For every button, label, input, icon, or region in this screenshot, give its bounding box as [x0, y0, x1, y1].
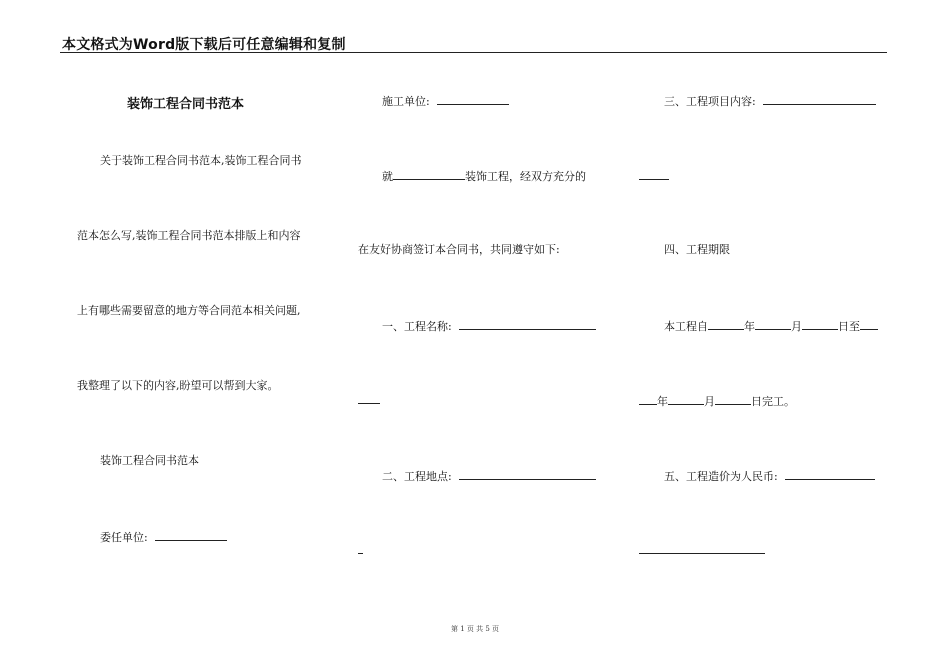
- item1-continuation-blank: [358, 403, 380, 404]
- item5-label: 五、工程造价为人民币:: [664, 470, 778, 483]
- item1-blank: [459, 318, 596, 330]
- contractor-label: 施工单位:: [382, 95, 430, 108]
- item2-continuation-blank: [358, 553, 363, 554]
- header-divider: [60, 52, 887, 53]
- end-day-blank: [715, 393, 751, 405]
- contractor-blank: [437, 93, 509, 105]
- item2-field: [382, 468, 596, 484]
- start-day-blank: [802, 318, 838, 330]
- intro-line-2: 范本怎么写,装饰工程合同书范本排版上和内容: [77, 229, 301, 242]
- intro-line-4: 我整理了以下的内容,盼望可以帮到大家。: [77, 379, 279, 392]
- item1-label: 一、工程名称:: [382, 320, 452, 333]
- item3-blank: [763, 93, 876, 105]
- completion-label: 日完工。: [751, 395, 795, 408]
- period-end-line: [639, 393, 795, 409]
- contractor-field: [382, 93, 509, 109]
- end-month-blank: [668, 393, 704, 405]
- client-label: 委任单位:: [100, 531, 148, 544]
- agreement-line: 在友好协商签订本合同书，共同遵守如下:: [358, 243, 560, 256]
- item5-field: [664, 468, 875, 484]
- item4-heading: 四、工程期限: [664, 243, 730, 256]
- month-label: 月: [791, 320, 802, 333]
- end-month-label: 月: [704, 395, 715, 408]
- year-label: 年: [744, 320, 755, 333]
- document-header: 本文格式为Word版下载后可任意编辑和复制: [62, 37, 346, 53]
- section-subtitle: 装饰工程合同书范本: [100, 454, 199, 467]
- client-blank: [155, 529, 227, 541]
- intro-line-3: 上有哪些需要留意的地方等合同范本相关问题,: [77, 304, 301, 317]
- item3-field: [664, 93, 876, 109]
- item2-label: 二、工程地点:: [382, 470, 452, 483]
- item2-blank: [459, 468, 596, 480]
- document-title: 装饰工程合同书范本: [127, 97, 245, 112]
- project-blank: [393, 168, 465, 180]
- item3-continuation-blank: [639, 179, 669, 180]
- end-year-blank: [639, 393, 657, 405]
- end-year-prefix-blank: [860, 318, 878, 330]
- end-year-label: 年: [657, 395, 668, 408]
- item1-field: [382, 318, 596, 334]
- item5-blank: [785, 468, 875, 480]
- regarding-prefix: 就: [382, 170, 393, 183]
- day-to-label: 日至: [838, 320, 860, 333]
- item3-label: 三、工程项目内容:: [664, 95, 756, 108]
- start-year-blank: [708, 318, 744, 330]
- client-field: [100, 529, 227, 545]
- regarding-line: [382, 168, 586, 184]
- period-start-line: [664, 318, 878, 334]
- item5-continuation-blank: [639, 553, 765, 554]
- intro-line-1: 关于装饰工程合同书范本,装饰工程合同书: [100, 154, 302, 167]
- start-month-blank: [755, 318, 791, 330]
- regarding-suffix: 装饰工程，经双方充分的: [465, 170, 586, 183]
- page-footer: 第 1 页 共 5 页: [450, 625, 500, 633]
- period-start-label: 本工程自: [664, 320, 708, 333]
